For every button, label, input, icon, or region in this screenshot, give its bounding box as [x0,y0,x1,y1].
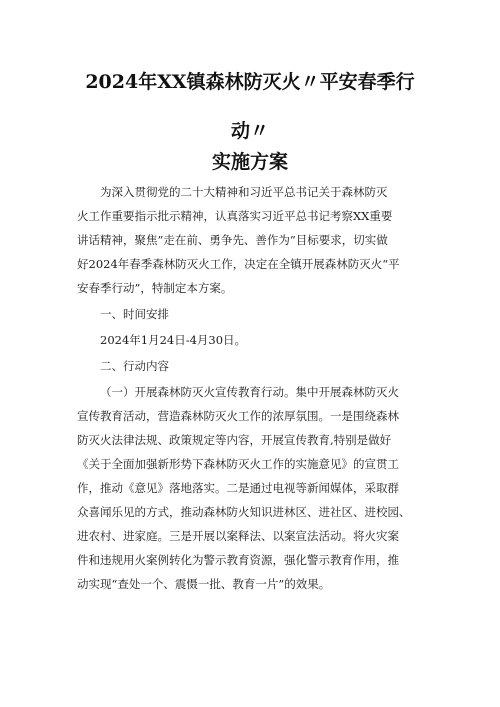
paragraph-line: 好2024年春季森林防灭火工作，决定在全镇开展森林防灭火“平 [77,257,400,271]
paragraph-line: 众喜闻乐见的方式，推动森林防火知识进林区、进社区、进校园、 [77,505,411,519]
paragraph-line: 防灭火法律法规、政策规定等内容，开展宣传教育,特别是做好 [77,433,392,447]
paragraph-line: 《关于全面加强新形势下森林防灭火工作的实施意见》的宣贯工 [77,457,399,471]
paragraph-line: 件和违规用火案例转化为警示教育资源，强化警示教育作用，推 [77,553,399,567]
paragraph-publicity [77,380,445,596]
section-heading-actions [77,354,445,378]
paragraph-line: 讲话精神，聚焦”走在前、勇争先、善作为”目标要求，切实做 [77,233,388,247]
paragraph-line: （一）开展森林防灭火宣传教育行动。集中开展森林防灭火 [100,385,399,399]
paragraph-line: 宣传教育活动，营造森林防灭火工作的浓厚氛围。一是围绕森林 [77,409,399,423]
document-body [77,180,445,596]
section-heading: 二、行动内容 [100,359,169,373]
paragraph-line: 2024年1月24日-4月30日。 [100,333,247,347]
paragraph-line: 为深入贯彻党的二十大精神和习近平总书记关于森林防灭 [100,185,388,199]
paragraph-line: 动实现“查处一个、震慑一批、教育一片”的效果。 [77,577,331,591]
section-heading: 一、时间安排 [100,307,169,321]
paragraph-line: 进农村、进家庭。三是开展以案释法、以案宣法活动。将火灾案 [77,529,399,543]
paragraph-line: 火工作重要指示批示精神，认真落实习近平总书记考察XX重要 [77,209,393,223]
section-heading-time [77,302,445,326]
document-subtitle: 实施方案 [211,151,288,173]
paragraph-date-range [77,328,445,352]
paragraph-line: 安春季行动”，特制定本方案。 [77,281,233,295]
document-title-line1: 2024年XX镇森林防灭火〃平安春季行 [85,71,415,93]
paragraph-intro [77,180,445,300]
document-title-line2: 动〃 [230,120,269,142]
paragraph-line: 作，推动《意见》落地落实。二是通过电视等新闻媒体，采取群 [77,481,399,495]
